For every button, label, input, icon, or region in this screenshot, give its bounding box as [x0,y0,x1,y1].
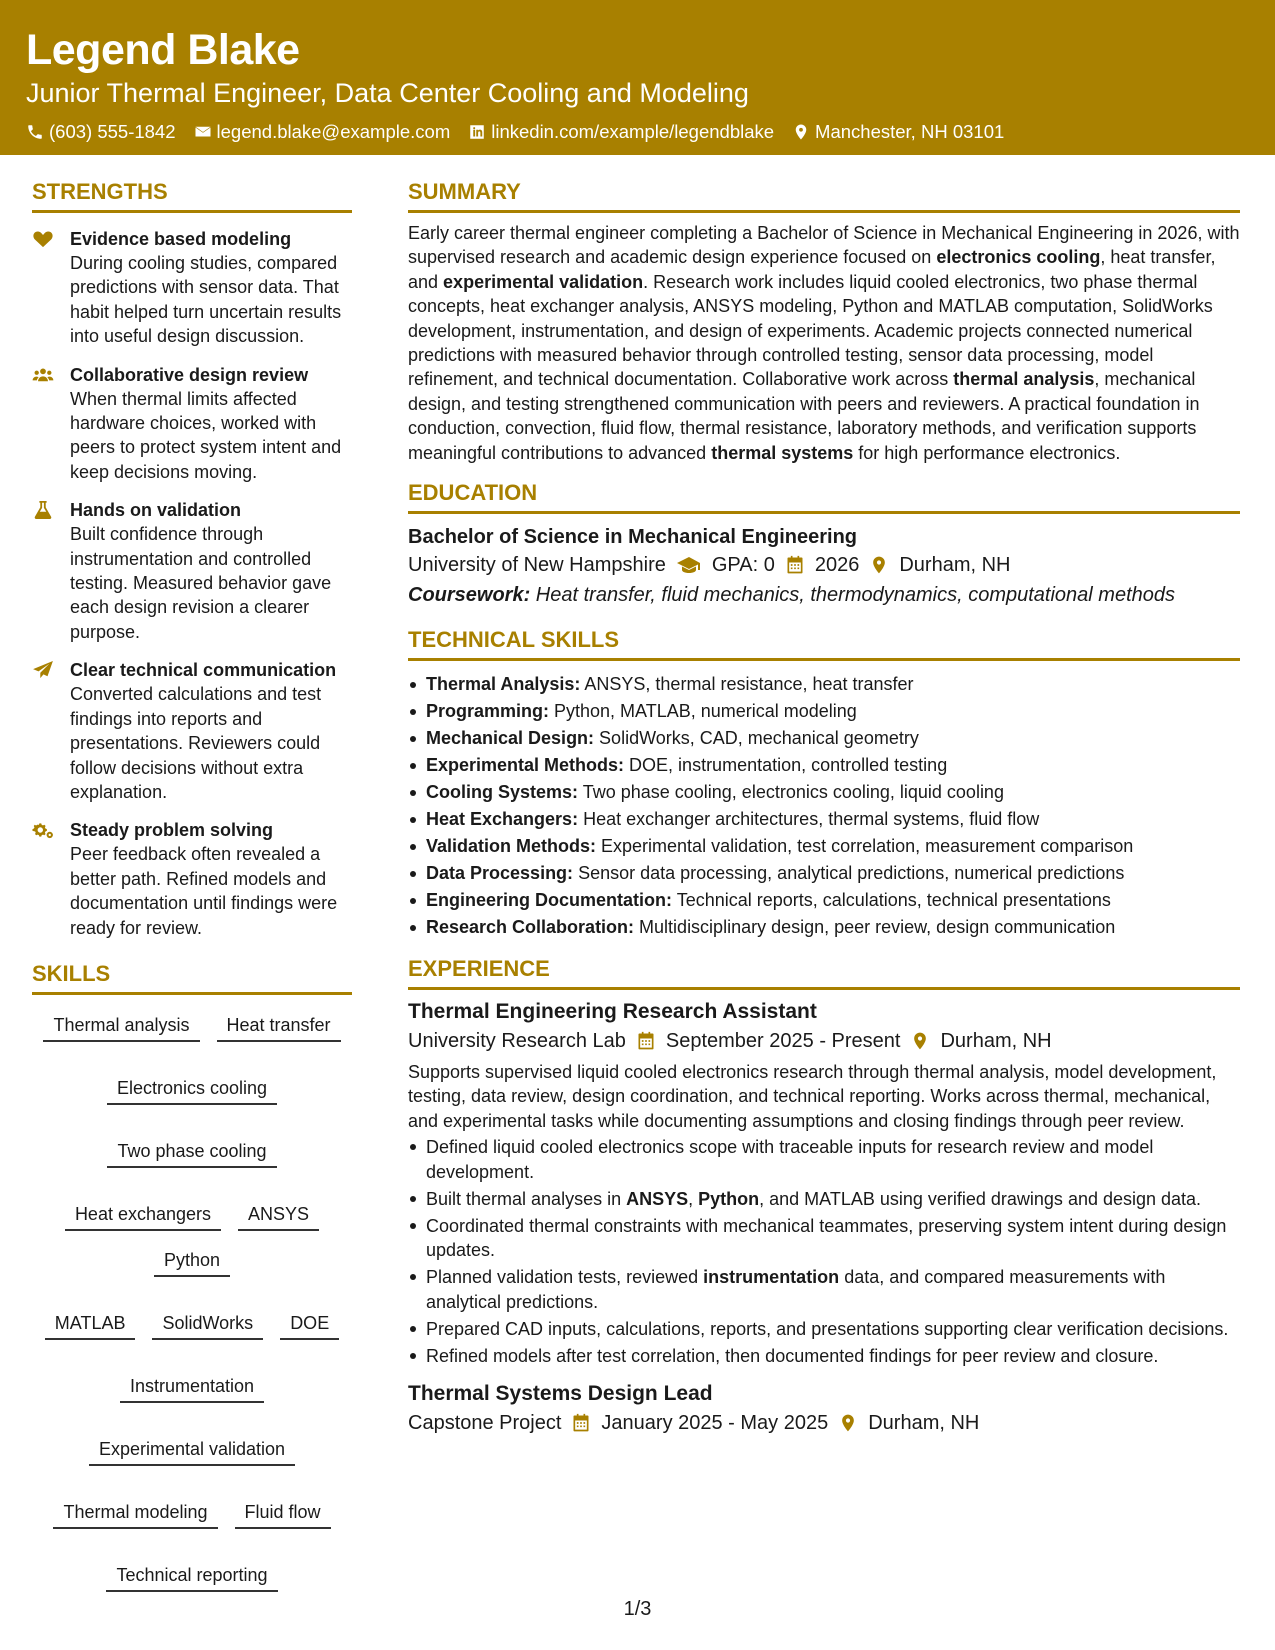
calendar-icon [785,555,805,575]
list-item: Programming: Python, MATLAB, numerical modeling [408,698,1240,725]
skill-tag: Thermal modeling [53,1500,217,1529]
technical-skills-heading: TECHNICAL SKILLS [408,626,1240,661]
strength-title: Hands on validation [70,500,242,521]
summary-text: Early career thermal engineer completing a Bachelor of Science in Mechanical Engineering in 2026, with supervised research and academic design experience focused on electronics cooling, heat transfer, and experimental validation. Research work includes liquid cooled electronics, two phase thermal concepts, heat exchanger analysis, ANSYS modeling, Python and MATLAB computation, SolidWorks development, instrumentation, and design of experiments. Academic projects connected numerical predictions with measured behavior through controlled testing, sensor data processing, model refinement, and technical documentation. Collaborative work across thermal analysis, mechanical design, and testing strengthened communication with peers and reviewers. A practical foundation in conduction, convection, fluid flow, thermal resistance, laboratory methods, and verification supports meaningful contributions to advanced thermal systems for high performance electronics. [408,223,1240,463]
strength-desc: When thermal limits affected hardware choices, worked with peers to protect system intent and keep decisions moving. [70,388,342,482]
list-item: Defined liquid cooled electronics scope with traceable inputs for research review and model development. [408,1135,1240,1184]
list-item: Cooling Systems: Two phase cooling, electronics cooling, liquid cooling [408,779,1240,806]
list-item: Coordinated thermal constraints with mechanical teammates, preserving system intent during design updates. [408,1214,1240,1263]
list-item: Prepared CAD inputs, calculations, reports, and presentations supporting clear verification decisions. [408,1317,1240,1341]
paper-plane-icon [32,661,54,679]
skill-tag: MATLAB [45,1311,136,1340]
list-item: Engineering Documentation: Technical reports, calculations, technical presentations [408,887,1240,914]
skills-heading: SKILLS [32,960,352,995]
job-meta [408,1026,1240,1056]
list-item: Heat Exchangers: Heat exchanger architectures, thermal systems, fluid flow [408,806,1240,833]
graduation-cap-icon [676,555,702,575]
job-dates: September 2025 - Present [665,1030,901,1053]
right-column [408,178,1240,1438]
skill-tag: Heat transfer [217,1013,341,1042]
phone-text: (603) 555-1842 [49,121,176,142]
school-name: University of New Hampshire [408,554,666,577]
strength-desc: Peer feedback often revealed a better path. Refined models and documentation until findings were ready for review. [70,844,338,938]
skills-list [32,1013,352,1592]
strength-item [32,227,352,349]
strength-desc: Converted calculations and test findings into reports and presentations. Reviewers could follow decisions without extra explanation. [70,684,322,802]
graduation-year: 2026 [814,554,860,577]
phone-icon [26,123,44,141]
list-item: Thermal Analysis: ANSYS, thermal resistance, heat transfer [408,671,1240,698]
list-item: Mechanical Design: SolidWorks, CAD, mechanical geometry [408,725,1240,752]
strength-item [32,658,352,804]
skill-tag: Heat exchangers [65,1202,221,1231]
skill-tag: Instrumentation [120,1374,264,1403]
candidate-title: Junior Thermal Engineer, Data Center Cooling and Modeling [26,78,749,108]
degree-name: Bachelor of Science in Mechanical Engineering [408,526,858,549]
job-title: Thermal Engineering Research Assistant [408,1000,817,1024]
contact-linkedin[interactable] [468,120,774,144]
contact-location [792,120,1004,144]
left-column [32,178,352,1592]
strength-title: Steady problem solving [70,820,274,841]
calendar-icon [571,1413,591,1433]
technical-skills-list [408,671,1240,941]
skill-tag: Experimental validation [89,1437,295,1466]
linkedin-icon [468,123,486,141]
skill-tag: Electronics cooling [107,1076,277,1105]
list-item: Planned validation tests, reviewed instrumentation data, and compared measurements with analytical predictions. [408,1265,1240,1314]
heart-icon [32,230,54,248]
contact-email[interactable] [194,120,451,144]
education-meta [408,550,1240,580]
job-bullets [408,1135,1240,1368]
job-title: Thermal Systems Design Lead [408,1381,713,1405]
map-pin-icon [869,555,889,575]
school-location: Durham, NH [899,554,1011,577]
skill-tag: Technical reporting [106,1563,277,1592]
job-description: Supports supervised liquid cooled electronics research through thermal analysis, model development, testing, data review, design coordination, and technical reporting. Works across thermal, mechanical, and experimental tasks while documenting assumptions and closing findings through peer review. [408,1062,1217,1131]
skill-tag: Python [154,1248,230,1277]
skill-tag: Fluid flow [235,1500,331,1529]
strengths-heading: STRENGTHS [32,178,352,213]
email-text: legend.blake@example.com [216,121,451,142]
map-pin-icon [792,123,810,141]
map-pin-icon [838,1413,858,1433]
strength-title: Collaborative design review [70,364,309,385]
resume-header [0,0,1275,155]
list-item: Refined models after test correlation, then documented findings for peer review and closure. [408,1344,1240,1368]
map-pin-icon [910,1031,930,1051]
list-item: Research Collaboration: Multidisciplinary design, peer review, design communication [408,914,1240,941]
contact-phone [26,120,176,144]
strength-item [32,498,352,644]
skill-tag: DOE [280,1311,339,1340]
strength-item [32,363,352,485]
gears-icon [32,821,54,839]
contact-row [26,120,1249,144]
coursework: Coursework: Heat transfer, fluid mechanics, thermodynamics, computational methods [408,584,1175,607]
strength-desc: Built confidence through instrumentation and controlled testing. Measured behavior gave each design revision a clearer purpose. [70,524,332,642]
calendar-icon [636,1031,656,1051]
job-dates: January 2025 - May 2025 [601,1411,829,1434]
envelope-icon [194,123,212,141]
candidate-name: Legend Blake [26,26,300,74]
flask-icon [32,501,54,519]
strength-title: Clear technical communication [70,660,337,681]
job-location: Durham, NH [868,1411,980,1434]
list-item: Built thermal analyses in ANSYS, Python, and MATLAB using verified drawings and design data. [408,1187,1240,1211]
job-org: Capstone Project [408,1411,562,1434]
list-item: Experimental Methods: DOE, instrumentation, controlled testing [408,752,1240,779]
strength-desc: During cooling studies, compared predictions with sensor data. That habit helped turn uncertain results into useful design discussion. [70,253,342,347]
skill-tag: Two phase cooling [107,1139,276,1168]
skill-tag: ANSYS [238,1202,319,1231]
education-heading: EDUCATION [408,479,1240,514]
job-location: Durham, NH [940,1030,1052,1053]
users-icon [32,366,54,384]
skill-tag: SolidWorks [152,1311,263,1340]
experience-heading: EXPERIENCE [408,955,1240,990]
page-number: 1/3 [623,1598,652,1620]
job-meta [408,1408,1240,1438]
linkedin-text: linkedin.com/example/legendblake [491,121,775,142]
skill-tag: Thermal analysis [43,1013,199,1042]
strength-item [32,818,352,940]
list-item: Data Processing: Sensor data processing, analytical predictions, numerical predictions [408,860,1240,887]
list-item: Validation Methods: Experimental validation, test correlation, measurement comparison [408,833,1240,860]
strength-title: Evidence based modeling [70,229,292,249]
location-text: Manchester, NH 03101 [815,121,1005,142]
job-org: University Research Lab [408,1030,626,1053]
gpa-text: GPA: 0 [711,554,775,577]
summary-heading: SUMMARY [408,178,1240,213]
